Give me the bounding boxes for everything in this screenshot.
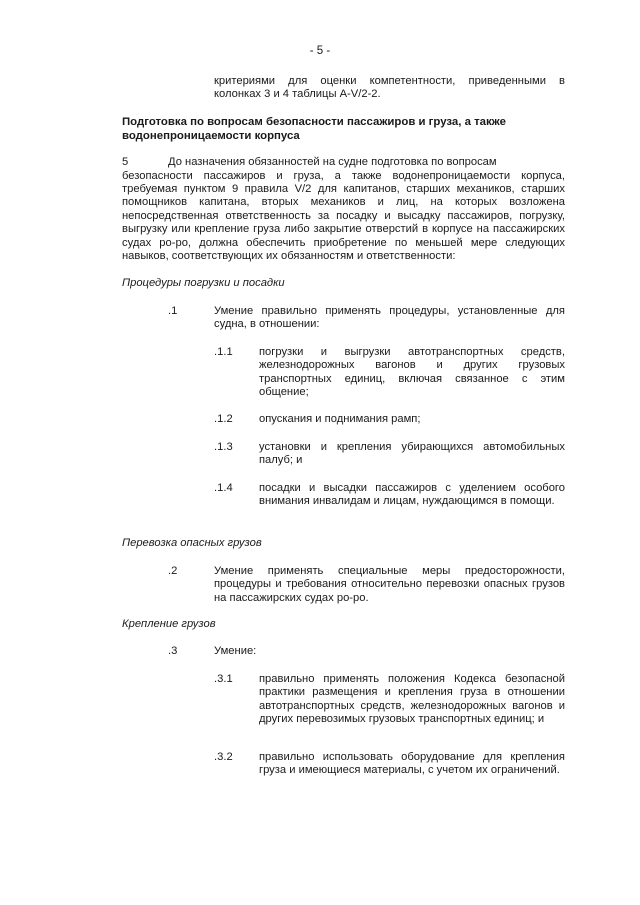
subitem-text: установки и крепления убирающихся автомобильных палуб; и [259, 441, 565, 467]
paragraph-number: 5 [122, 156, 129, 168]
item-text: Умение применять специальные меры предосторожности, процедуры и требования относительно перевозки опасных грузов на пассажирских судах ро-ро. [214, 565, 565, 604]
subheading-dangerous: Перевозка опасных грузов [122, 537, 262, 549]
subitem-text: правильно использовать оборудование для крепления груза и имеющиеся материалы, с учетом их ограничений. [259, 751, 565, 777]
paragraph-lead: До назначения обязанностей на судне подготовка по вопросам [168, 156, 497, 168]
item-number: .2 [168, 565, 178, 577]
item-text: Умение: [214, 645, 257, 657]
subitem-number: .3.2 [214, 751, 233, 763]
subitem-number: .1.3 [214, 441, 233, 453]
item-text: Умение правильно применять процедуры, установленные для судна, в отношении: [214, 305, 565, 331]
subitem-text: погрузки и выгрузки автотранспортных средств, железнодорожных вагонов и других грузовых транспортных единиц, включая связанное с этим общение; [259, 346, 565, 399]
subheading-securing: Крепление грузов [122, 618, 216, 630]
section-heading: Подготовка по вопросам безопасности пассажиров и груза, а также водонепроницаемости корпуса [122, 116, 506, 142]
subitem-number: .3.1 [214, 673, 233, 685]
paragraph-body: безопасности пассажиров и груза, а также водонепроницаемости корпуса, требуемая пунктом 9 правила V/2 для капитанов, старших механиков, старших помощников капитана, вторых механиков и лиц, на которых возложена непосредственная ответственность за посадку и высадку пассажиров, погрузку, выгрузку или крепление груза либо закрытие отверстий в корпусе на пассажирских судах ро-ро, должна обеспечить приобретение по меньшей мере следующих навыков, соответствующих их обязанностям и ответственности: [122, 169, 565, 262]
subitem-text: правильно применять положения Кодекса безопасной практики размещения и крепления груза в отношении автотранспортных средств, железнодорожных вагонов и других перевозимых грузовых транспортных единиц; и [259, 673, 565, 726]
subitem-number: .1.1 [214, 346, 233, 358]
item-number: .3 [168, 645, 178, 657]
page-number: - 5 - [309, 45, 331, 57]
subitem-number: .1.4 [214, 482, 233, 494]
subitem-text: посадки и высадки пассажиров с уделением особого внимания инвалидам и лицам, нуждающимся в помощи. [259, 482, 565, 508]
subheading-loading: Процедуры погрузки и посадки [122, 277, 285, 289]
subitem-number: .1.2 [214, 413, 233, 425]
item-number: .1 [168, 305, 178, 317]
subitem-text: опускания и поднимания рамп; [259, 413, 421, 425]
intro-continuation: критериями для оценки компетентности, приведенными в колонках 3 и 4 таблицы A-V/2-2. [214, 75, 565, 101]
